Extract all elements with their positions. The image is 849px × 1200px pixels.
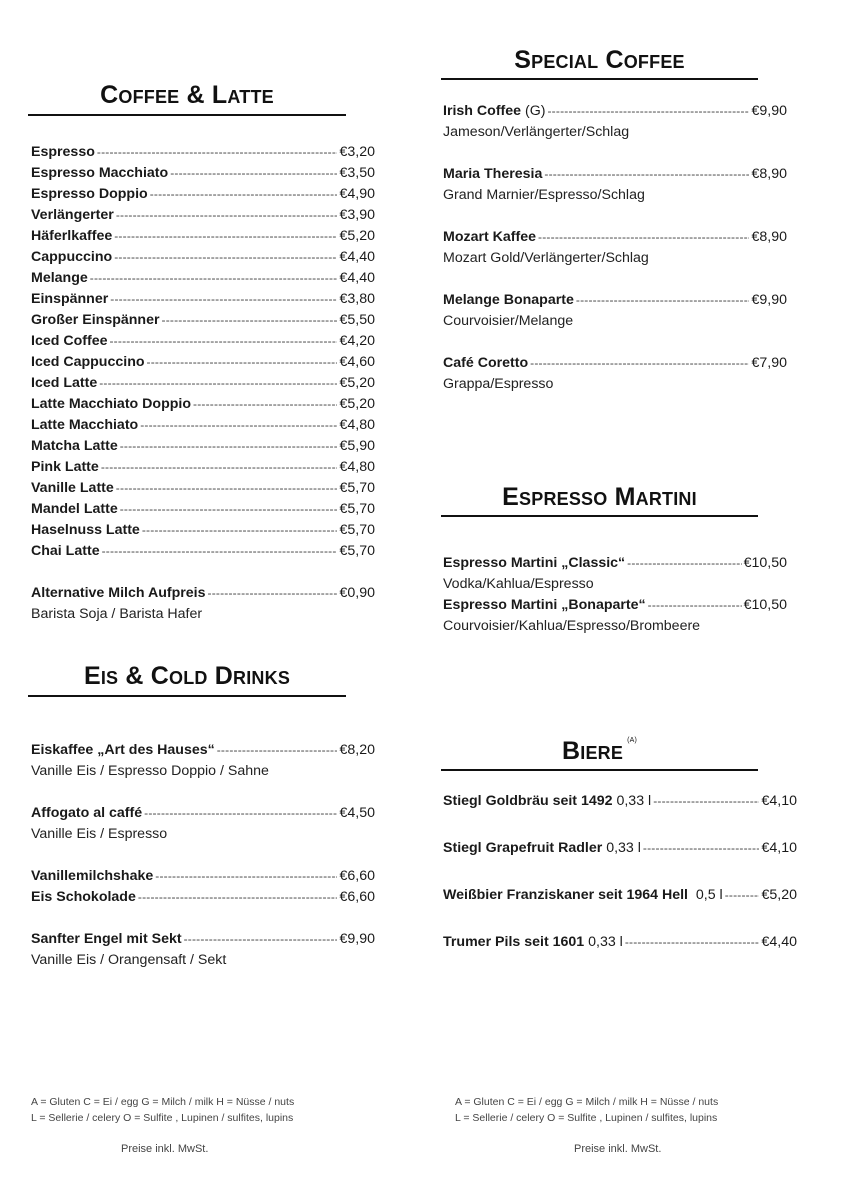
leader-dashes: [155, 866, 337, 887]
spacer: [31, 782, 375, 803]
item-name: [31, 803, 142, 824]
item-name-text: Eis Schokolade: [31, 889, 136, 905]
espresso-martini-rule: [441, 515, 758, 517]
item-price: 4,10: [769, 840, 797, 856]
item-name: [31, 373, 97, 394]
leader-dashes: [142, 520, 338, 541]
item-price: 5,20: [347, 375, 375, 391]
leader-dashes: [576, 290, 750, 311]
currency: €: [339, 396, 348, 412]
item-unit: 0,33 l: [584, 934, 623, 950]
menu-item: [31, 478, 375, 499]
currency: €: [339, 585, 348, 601]
currency: €: [339, 522, 348, 538]
item-price: 5,20: [347, 228, 375, 244]
item-name: [443, 838, 641, 859]
eis-list: [31, 740, 375, 971]
item-unit: 0,33 l: [612, 793, 652, 809]
spacer: [443, 269, 787, 290]
item-price: 4,40: [347, 270, 375, 286]
currency: €: [339, 354, 348, 370]
item-name-text: Espresso: [31, 144, 95, 160]
leader-dashes: [90, 268, 338, 289]
item-name-text: Sanfter Engel mit Sekt: [31, 931, 182, 947]
item-description: Mozart Gold/Verlängerter/Schlag: [443, 250, 649, 266]
item-name: [31, 268, 88, 289]
item-price: 4,40: [347, 249, 375, 265]
item-price: 9,90: [759, 292, 787, 308]
leader-dashes: [170, 163, 337, 184]
item-name: [443, 164, 542, 185]
spacer: [443, 332, 787, 353]
leader-dashes: [150, 184, 338, 205]
item-price: 9,90: [759, 103, 787, 119]
item-name-text: Stiegl Grapefruit Radler: [443, 840, 603, 856]
item-price: 4,90: [347, 186, 375, 202]
currency: €: [761, 887, 770, 903]
item-name: [31, 142, 95, 163]
menu-item: [31, 415, 375, 436]
item-price: 7,90: [759, 355, 787, 371]
leader-dashes: [193, 394, 337, 415]
currency: €: [339, 186, 348, 202]
menu-item: [31, 394, 375, 415]
menu-item: [31, 929, 375, 950]
leader-dashes: [643, 838, 760, 859]
item-name-text: Trumer Pils seit 1601: [443, 934, 585, 950]
biere-allergen-mark: (A): [627, 737, 637, 744]
item-name-text: Vanillemilchshake: [31, 868, 154, 884]
currency: €: [339, 805, 348, 821]
leader-dashes: [116, 478, 338, 499]
currency: €: [751, 103, 760, 119]
currency: €: [339, 459, 348, 475]
item-name-text: Chai Latte: [31, 543, 100, 559]
item-name-text: Melange Bonaparte: [443, 292, 574, 308]
item-name: [31, 740, 215, 761]
price-note-left: Preise inkl. MwSt.: [121, 1143, 209, 1155]
biere-list: [443, 791, 797, 953]
item-name: [31, 289, 108, 310]
item-price: 4,80: [347, 417, 375, 433]
currency: €: [339, 931, 348, 947]
item-name: [443, 101, 545, 122]
item-name-text: Pink Latte: [31, 459, 99, 475]
item-name-text: Maria Theresia: [443, 166, 543, 182]
item-name-text: Mozart Kaffee: [443, 229, 537, 245]
leader-dashes: [116, 205, 338, 226]
menu-item: [31, 457, 375, 478]
menu-item: [31, 803, 375, 824]
espresso-martini-list: [443, 553, 787, 637]
currency: €: [339, 333, 348, 349]
menu-item: [31, 520, 375, 541]
item-description: Vanille Eis / Orangensaft / Sekt: [31, 952, 227, 968]
item-price: 5,70: [347, 501, 375, 517]
currency: €: [339, 249, 348, 265]
currency: €: [751, 292, 760, 308]
item-name: [31, 247, 112, 268]
spacer: [443, 206, 787, 227]
menu-item: [443, 290, 787, 311]
menu-item: [443, 885, 797, 906]
menu-item: [31, 184, 375, 205]
item-name: [31, 331, 107, 352]
item-name-text: Irish Coffee: [443, 103, 522, 119]
item-name: [31, 929, 182, 950]
item-name: [31, 226, 112, 247]
price-note-right: Preise inkl. MwSt.: [574, 1143, 662, 1155]
item-price: 4,10: [769, 793, 797, 809]
item-name: [31, 163, 168, 184]
coffee-latte-rule: [28, 114, 346, 116]
leader-dashes: [547, 101, 749, 122]
item-name-text: Espresso Martini „Classic“: [443, 555, 626, 571]
item-description: Grappa/Espresso: [443, 376, 554, 392]
menu-item: [31, 163, 375, 184]
leader-dashes: [538, 227, 749, 248]
item-price: 5,90: [347, 438, 375, 454]
item-name-text: Melange: [31, 270, 88, 286]
item-name-text: Haselnuss Latte: [31, 522, 140, 538]
item-name: [443, 791, 651, 812]
leader-dashes: [653, 791, 759, 812]
item-price: 4,20: [347, 333, 375, 349]
currency: €: [339, 165, 348, 181]
item-price: 4,80: [347, 459, 375, 475]
item-name-text: Einspänner: [31, 291, 109, 307]
leader-dashes: [144, 803, 337, 824]
item-name: [31, 499, 118, 520]
allergen-line-1: A = Gluten C = Ei / egg G = Milch / milk H = Nüsse / nuts: [31, 1096, 295, 1108]
item-name: [443, 553, 625, 574]
spacer: [443, 859, 797, 885]
item-name: [31, 394, 191, 415]
eis-cold-drinks-title: Eis & Cold Drinks: [83, 662, 291, 690]
currency: €: [339, 375, 348, 391]
item-name: [31, 184, 148, 205]
leader-dashes: [217, 740, 338, 761]
item-price: 10,50: [751, 597, 787, 613]
item-name-text: Weißbier Franziskaner seit 1964 Hell: [443, 887, 688, 903]
leader-dashes: [114, 226, 337, 247]
leader-dashes: [97, 142, 338, 163]
item-price: 5,50: [347, 312, 375, 328]
leader-dashes: [544, 164, 749, 185]
currency: €: [339, 228, 348, 244]
espresso-martini-title: Espresso Martini: [502, 483, 697, 511]
coffee-latte-title: Coffee & Latte: [100, 81, 274, 109]
leader-dashes: [184, 929, 338, 950]
coffee-latte-list: [31, 142, 375, 625]
menu-item: [31, 373, 375, 394]
item-unit: 0,33 l: [602, 840, 641, 856]
item-name: [31, 310, 160, 331]
item-name-text: Matcha Latte: [31, 438, 118, 454]
item-name: Alternative Milch Aufpreis: [31, 585, 206, 601]
currency: €: [339, 480, 348, 496]
currency: €: [339, 543, 348, 559]
spacer: [31, 908, 375, 929]
item-name-text: Eiskaffee „Art des Hauses“: [31, 742, 215, 758]
item-price: 5,70: [347, 480, 375, 496]
item-price: 9,90: [347, 931, 375, 947]
currency: €: [339, 742, 348, 758]
item-description: Barista Soja / Barista Hafer: [31, 606, 203, 622]
menu-item: [31, 268, 375, 289]
item-name-text: Mandel Latte: [31, 501, 118, 517]
currency: €: [339, 501, 348, 517]
item-price: 5,70: [347, 543, 375, 559]
item-name-text: Latte Macchiato Doppio: [31, 396, 192, 412]
item-price: 8,90: [759, 166, 787, 182]
currency: €: [339, 270, 348, 286]
item-description: Courvoisier/Melange: [443, 313, 574, 329]
item-name-text: Verlängerter: [31, 207, 114, 223]
currency: €: [339, 868, 348, 884]
currency: €: [751, 229, 760, 245]
leader-dashes: [625, 932, 760, 953]
currency: €: [761, 840, 770, 856]
item-unit: (G): [521, 103, 546, 119]
item-name-text: Vanille Latte: [31, 480, 114, 496]
item-name-text: Café Coretto: [443, 355, 529, 371]
biere-title: [441, 737, 758, 766]
leader-dashes: [725, 885, 760, 906]
item-price: 6,60: [347, 868, 375, 884]
spacer: [31, 562, 375, 583]
item-name: [31, 436, 118, 457]
item-name: [443, 353, 528, 374]
spacer: [443, 906, 797, 932]
menu-item: [31, 142, 375, 163]
leader-dashes: [102, 541, 338, 562]
leader-dashes: [530, 353, 749, 374]
currency: €: [743, 597, 752, 613]
item-description: Grand Marnier/Espresso/Schlag: [443, 187, 645, 203]
menu-item: [31, 310, 375, 331]
leader-dashes: [110, 289, 337, 310]
item-name: [443, 932, 623, 953]
item-name: [31, 457, 99, 478]
item-name-text: Latte Macchiato: [31, 417, 139, 433]
allergen-line-1: A = Gluten C = Ei / egg G = Milch / milk H = Nüsse / nuts: [455, 1096, 719, 1108]
item-name-text: Häferlkaffee: [31, 228, 113, 244]
menu-item: [31, 352, 375, 373]
item-name: [31, 478, 114, 499]
leader-dashes: [627, 553, 741, 574]
allergen-line-2: L = Sellerie / celery O = Sulfite , Lupinen / sulfites, lupins: [455, 1112, 718, 1124]
currency: €: [339, 417, 348, 433]
item-description: Vodka/Kahlua/Espresso: [443, 576, 594, 592]
special-coffee-rule: [441, 78, 758, 80]
menu-item: [31, 247, 375, 268]
item-description: Jameson/Verlängerter/Schlag: [443, 124, 630, 140]
currency: €: [751, 355, 760, 371]
menu-item: [443, 227, 787, 248]
item-name-text: Cappuccino: [31, 249, 113, 265]
currency: €: [339, 889, 348, 905]
item-price: 3,80: [347, 291, 375, 307]
item-description: Vanille Eis / Espresso: [31, 826, 168, 842]
biere-title-text: Biere: [561, 737, 624, 765]
item-price: 5,20: [347, 396, 375, 412]
currency: €: [339, 291, 348, 307]
leader-dashes: [114, 247, 337, 268]
leader-dashes: [648, 595, 742, 616]
item-price: 4,50: [347, 805, 375, 821]
menu-item-milk: [31, 583, 375, 604]
leader-dashes: [99, 373, 337, 394]
spacer: [31, 845, 375, 866]
menu-item: [443, 595, 787, 616]
menu-item: [31, 740, 375, 761]
item-price: 8,20: [347, 742, 375, 758]
menu-item: [31, 289, 375, 310]
item-name: [31, 541, 100, 562]
menu-item: [31, 226, 375, 247]
currency: €: [761, 793, 770, 809]
allergen-legend-left: [31, 1094, 294, 1126]
item-price: 3,50: [347, 165, 375, 181]
menu-item: [443, 353, 787, 374]
menu-item: [443, 932, 797, 953]
spacer: [443, 143, 787, 164]
item-price: 5,70: [347, 522, 375, 538]
item-name: [31, 205, 114, 226]
leader-dashes: [162, 310, 338, 331]
menu-item: [31, 331, 375, 352]
leader-dashes: [109, 331, 337, 352]
special-coffee-title: Special Coffee: [514, 46, 685, 74]
item-price: 3,90: [347, 207, 375, 223]
menu-item: [31, 499, 375, 520]
menu-item: [443, 553, 787, 574]
leader-dashes: [138, 887, 338, 908]
item-name-text: Großer Einspänner: [31, 312, 160, 328]
item-name: [31, 866, 153, 887]
menu-item: [443, 164, 787, 185]
menu-item: [31, 887, 375, 908]
item-name: [443, 885, 723, 906]
menu-item: [443, 838, 797, 859]
item-price: 4,60: [347, 354, 375, 370]
item-name-text: Iced Coffee: [31, 333, 108, 349]
currency: €: [761, 934, 770, 950]
item-price: 6,60: [347, 889, 375, 905]
currency: €: [751, 166, 760, 182]
leader-dashes: [101, 457, 338, 478]
item-name: [443, 227, 536, 248]
currency: €: [339, 438, 348, 454]
item-name-text: Stiegl Goldbräu seit 1492: [443, 793, 613, 809]
item-name-text: Espresso Doppio: [31, 186, 148, 202]
currency: €: [339, 207, 348, 223]
item-name-text: Espresso Martini „Bonaparte“: [443, 597, 646, 613]
allergen-legend-right: [455, 1094, 718, 1126]
menu-item: [31, 866, 375, 887]
menu-item: [31, 205, 375, 226]
menu-item: [443, 101, 787, 122]
leader-dashes: [208, 583, 338, 604]
currency: €: [743, 555, 752, 571]
item-name: [31, 520, 140, 541]
eis-cold-drinks-rule: [28, 695, 346, 697]
item-name-text: Espresso Macchiato: [31, 165, 169, 181]
item-price: 5,20: [769, 887, 797, 903]
item-description: Vanille Eis / Espresso Doppio / Sahne: [31, 763, 269, 779]
menu-item: [443, 791, 797, 812]
item-description: Courvoisier/Kahlua/Espresso/Brombeere: [443, 618, 701, 634]
allergen-line-2: L = Sellerie / celery O = Sulfite , Lupinen / sulfites, lupins: [31, 1112, 294, 1124]
item-price: 0,90: [347, 585, 375, 601]
item-name: [31, 415, 138, 436]
menu-item: [31, 436, 375, 457]
item-unit: 0,5 l: [687, 887, 723, 903]
item-price: 4,40: [769, 934, 797, 950]
currency: €: [339, 312, 348, 328]
item-name-text: Iced Latte: [31, 375, 98, 391]
biere-rule: [441, 769, 758, 771]
item-price: 10,50: [751, 555, 787, 571]
special-coffee-list: [443, 101, 787, 395]
leader-dashes: [120, 436, 338, 457]
leader-dashes: [147, 352, 338, 373]
item-price: 8,90: [759, 229, 787, 245]
item-name-text: Affogato al caffé: [31, 805, 143, 821]
item-name: [31, 352, 145, 373]
item-name: [443, 595, 646, 616]
spacer: [443, 812, 797, 838]
currency: €: [339, 144, 348, 160]
item-name: [31, 887, 136, 908]
item-name-text: Iced Cappuccino: [31, 354, 145, 370]
item-name: [443, 290, 574, 311]
item-price: 3,20: [347, 144, 375, 160]
leader-dashes: [120, 499, 338, 520]
leader-dashes: [140, 415, 337, 436]
menu-item: [31, 541, 375, 562]
